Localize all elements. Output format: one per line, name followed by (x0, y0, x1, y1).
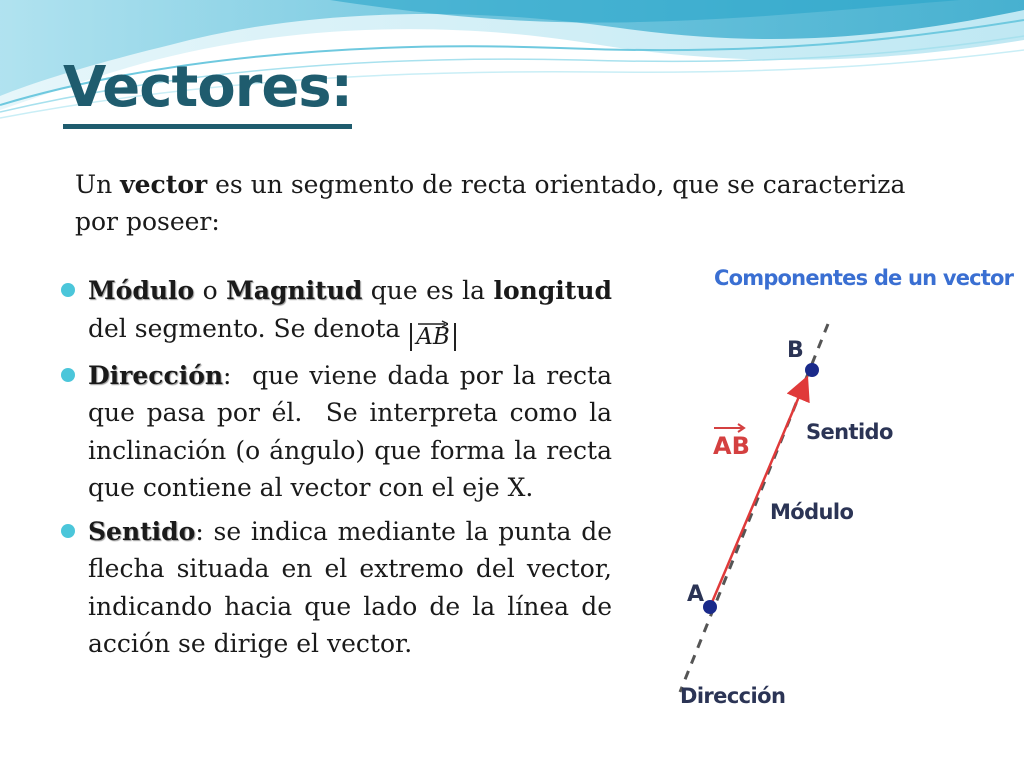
component-list (60, 272, 620, 669)
intro-bold-vector: vector (120, 170, 208, 199)
page-title: Vectores: (63, 52, 352, 129)
list-item-modulo (60, 272, 612, 351)
label-direccion: Dirección (680, 684, 786, 708)
vector-components-figure (656, 252, 1014, 728)
term-modulo: Módulo (88, 276, 195, 305)
direccion-text: que viene dada por la recta que pasa por él. Se interpreta como la inclinación (o ángulo) que forma la recta que contiene al vector con el eje X. (88, 360, 620, 502)
vector-norm-notation (410, 323, 456, 351)
label-sentido: Sentido (806, 420, 893, 444)
connector-o: o (194, 276, 227, 305)
figure-title: Componentes de un vector (714, 266, 1014, 290)
notation-text: AB (416, 323, 450, 350)
vector-arrow (710, 380, 806, 607)
sentido-colon: : (195, 516, 204, 546)
list-item-direccion (60, 357, 620, 507)
label-point-b: B (787, 338, 804, 363)
intro-text-end: es un segmento de recta orientado, que se caracteriza por poseer: (75, 170, 906, 236)
sentido-text: se indica mediante la punta de flecha situada en el extremo del vector, indicando hacia que lado de la línea de acción se dirige el vector. (88, 516, 612, 658)
label-modulo: Módulo (770, 500, 854, 524)
bold-longitud: longitud (493, 276, 612, 305)
list-item-sentido (60, 513, 612, 663)
label-vector-ab: AB (713, 432, 750, 460)
bullet-icon (61, 524, 75, 538)
term-magnitud: Magnitud (226, 276, 363, 305)
intro-text-start: Un (75, 170, 121, 199)
bullet-icon (61, 368, 75, 382)
term-direccion: Dirección (88, 360, 224, 390)
bullet-icon (61, 283, 75, 297)
direccion-colon: : (223, 360, 232, 390)
modulo-text-end: del segmento. Se denota (88, 313, 401, 343)
point-b (805, 363, 819, 377)
point-a (703, 600, 717, 614)
vector-arrow-icon (418, 320, 448, 328)
term-sentido: Sentido (88, 516, 196, 546)
label-point-a: A (687, 582, 704, 607)
modulo-text: que es la (362, 276, 494, 305)
intro-paragraph (75, 166, 955, 240)
vector-diagram (656, 252, 1014, 728)
